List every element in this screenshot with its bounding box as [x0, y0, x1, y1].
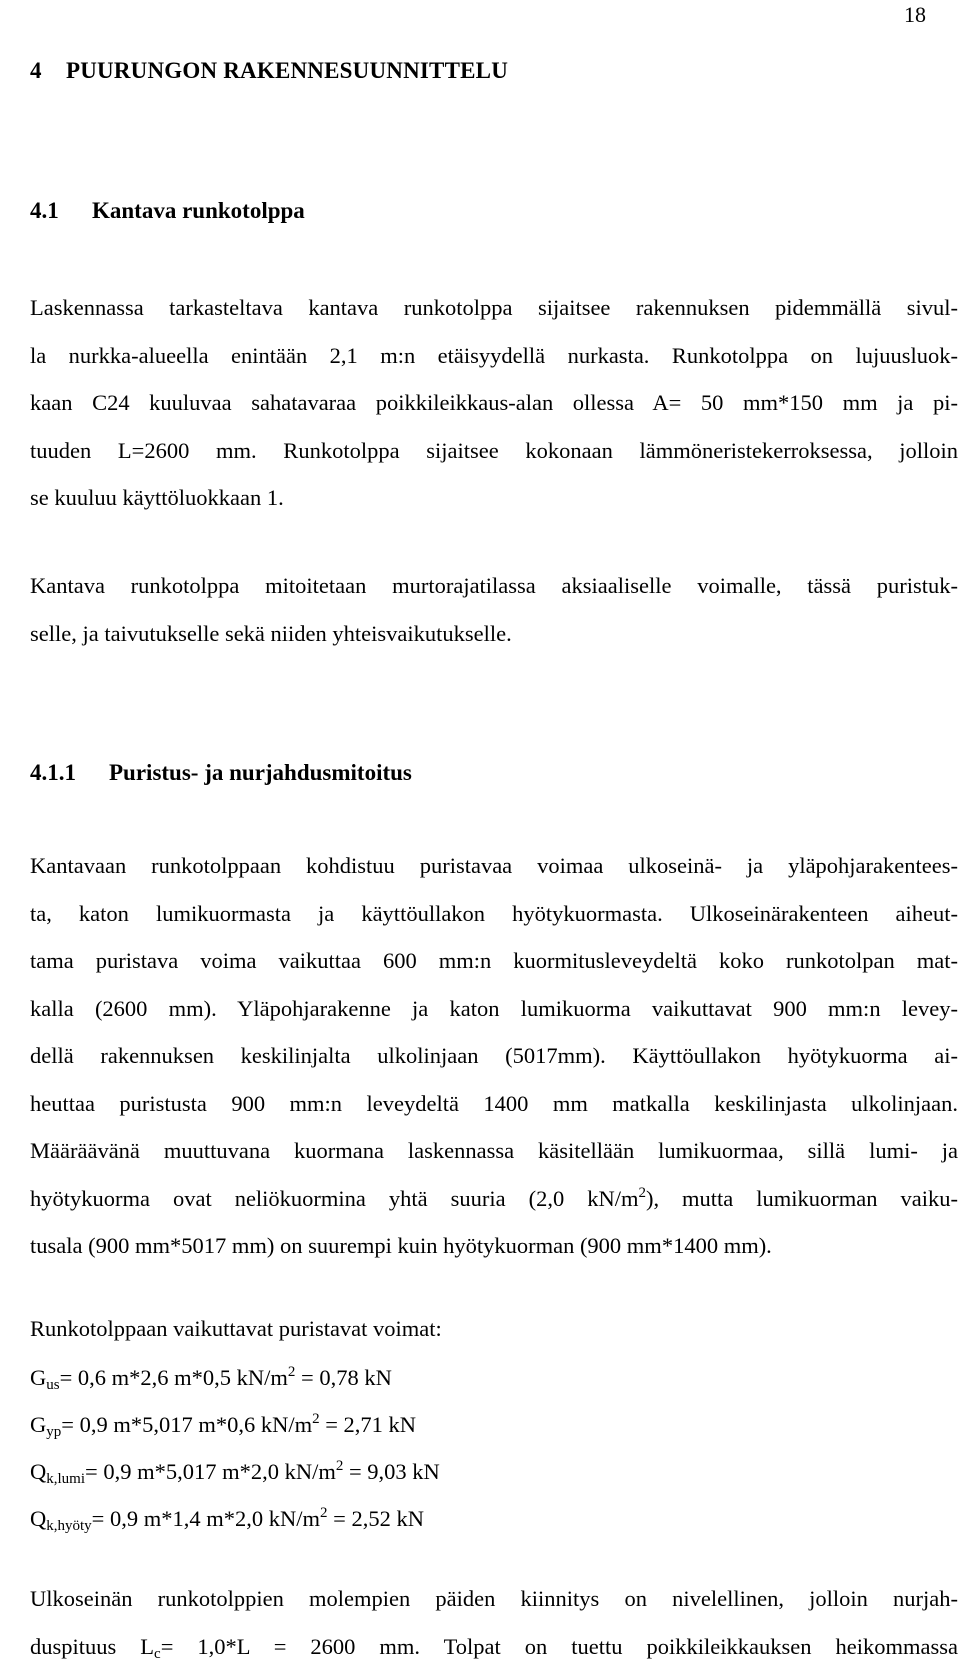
paragraph-design: [30, 562, 958, 657]
text-line: Kantavaan runkotolppaan kohdistuu puristavaa voimaa ulkoseinä- ja yläpohjarakentees-: [30, 853, 958, 878]
formula-expression: = 0,9 m*5,017 m*0,6 kN/m: [61, 1412, 313, 1437]
chapter-heading: [30, 58, 508, 84]
paragraph-intro: [30, 284, 958, 522]
formula-superscript: 2: [287, 1364, 296, 1380]
text-line: tusala (900 mm*5017 mm) on suurempi kuin hyötykuorman (900 mm*1400 mm).: [30, 1233, 772, 1258]
text-line: Runkotolppaan vaikuttavat puristavat voimat:: [30, 1316, 442, 1341]
text-fragment: = 1,0*L = 2600 mm. Tolpat on tuettu poikkileikkauksen heikommassa: [160, 1633, 959, 1659]
formula-subscript: yp: [46, 1424, 62, 1440]
subsection-title: Puristus- ja nurjahdusmitoitus: [109, 760, 412, 785]
formula-result: = 9,03 kN: [343, 1459, 440, 1484]
formula-subscript: k,hyöty: [46, 1518, 92, 1534]
formula-result: = 0,78 kN: [295, 1365, 392, 1390]
chapter-number: 4: [30, 58, 42, 83]
text-line: dellä rakennuksen keskilinjalta ulkolinjaan (5017mm). Käyttöullakon hyötykuorma ai-: [30, 1043, 958, 1068]
text-line: se kuuluu käyttöluokkaan 1.: [30, 485, 284, 510]
text-line: Määräävänä muuttuvana kuormana laskennassa käsitellään lumikuormaa, sillä lumi- ja: [30, 1138, 958, 1163]
text-line: tama puristava voima vaikuttaa 600 mm:n kuormitusleveydeltä koko runkotolpan mat-: [30, 948, 958, 973]
formula-expression: = 0,9 m*1,4 m*2,0 kN/m: [91, 1506, 320, 1531]
formula-result: = 2,71 kN: [319, 1412, 417, 1437]
formula-symbol: Q: [30, 1506, 47, 1531]
text-fragment: hyötykuorma ovat neliökuormina yhtä suuria (2,0 kN/m: [30, 1185, 639, 1211]
text-line: [30, 1623, 958, 1671]
formula-symbol: G: [30, 1365, 47, 1390]
text-line: tuuden L=2600 mm. Runkotolppa sijaitsee kokonaan lämmöneristekerroksessa, jolloin: [30, 437, 958, 463]
text-line: Laskennassa tarkasteltava kantava runkotolppa sijaitsee rakennuksen pidemmällä sivul-: [30, 295, 958, 320]
text-fragment: duspituus L: [30, 1633, 155, 1659]
formula-gyp: [30, 1412, 416, 1441]
page-number: 18: [904, 2, 926, 27]
subsection-heading: [30, 760, 412, 786]
formula-subscript: us: [46, 1377, 60, 1393]
formula-symbol: Q: [30, 1459, 47, 1484]
subsection-number: 4.1.1: [30, 760, 76, 785]
section-number: 4.1: [30, 198, 59, 223]
paragraph-loads: [30, 842, 958, 1270]
chapter-title: PUURUNGON RAKENNESUUNNITTELU: [66, 58, 509, 83]
formula-expression: = 0,6 m*2,6 m*0,5 kN/m: [59, 1365, 288, 1390]
text-line: Ulkoseinän runkotolppien molempien päiden kiinnitys on nivelellinen, jolloin nurjah-: [30, 1586, 958, 1611]
formula-symbol: G: [30, 1412, 47, 1437]
formula-superscript: 2: [320, 1505, 328, 1521]
superscript: 2: [638, 1184, 646, 1201]
formula-qkhyoty: [30, 1506, 424, 1535]
text-line: [30, 1175, 958, 1223]
text-line: heuttaa puristusta 900 mm:n leveydeltä 1400 mm matkalla keskilinjasta ulkolinjaan.: [30, 1090, 958, 1116]
text-line: ta, katon lumikuormasta ja käyttöullakon hyötykuormasta. Ulkoseinärakenteen aiheut-: [30, 900, 958, 926]
formula-gus: [30, 1365, 392, 1394]
text-line: kaan C24 kuuluvaa sahatavaraa poikkileikkaus-alan ollessa A= 50 mm*150 mm ja pi-: [30, 390, 958, 415]
formula-expression: = 0,9 m*5,017 m*2,0 kN/m: [85, 1459, 336, 1484]
paragraph-buckling: [30, 1575, 958, 1670]
text-line: Kantava runkotolppa mitoitetaan murtorajatilassa aksiaaliselle voimalle, tässä puristuk-: [30, 573, 958, 598]
formula-superscript: 2: [312, 1411, 320, 1427]
section-title: Kantava runkotolppa: [92, 198, 305, 223]
subscript: c: [154, 1645, 161, 1662]
formula-qklumi: [30, 1459, 440, 1488]
text-line: la nurkka-alueella enintään 2,1 m:n etäisyydellä nurkasta. Runkotolppa on lujuusluok-: [30, 342, 958, 368]
formula-subscript: k,lumi: [46, 1471, 86, 1487]
section-heading: [30, 198, 305, 224]
text-line: kalla (2600 mm). Yläpohjarakenne ja katon lumikuorma vaikuttavat 900 mm:n levey-: [30, 995, 958, 1021]
paragraph-forces-intro: [30, 1305, 958, 1353]
formula-result: = 2,52 kN: [327, 1506, 424, 1531]
text-line: selle, ja taivutukselle sekä niiden yhteisvaikutukselle.: [30, 620, 512, 646]
formula-superscript: 2: [335, 1458, 344, 1474]
text-fragment: ), mutta lumikuorman vaiku-: [645, 1185, 958, 1211]
